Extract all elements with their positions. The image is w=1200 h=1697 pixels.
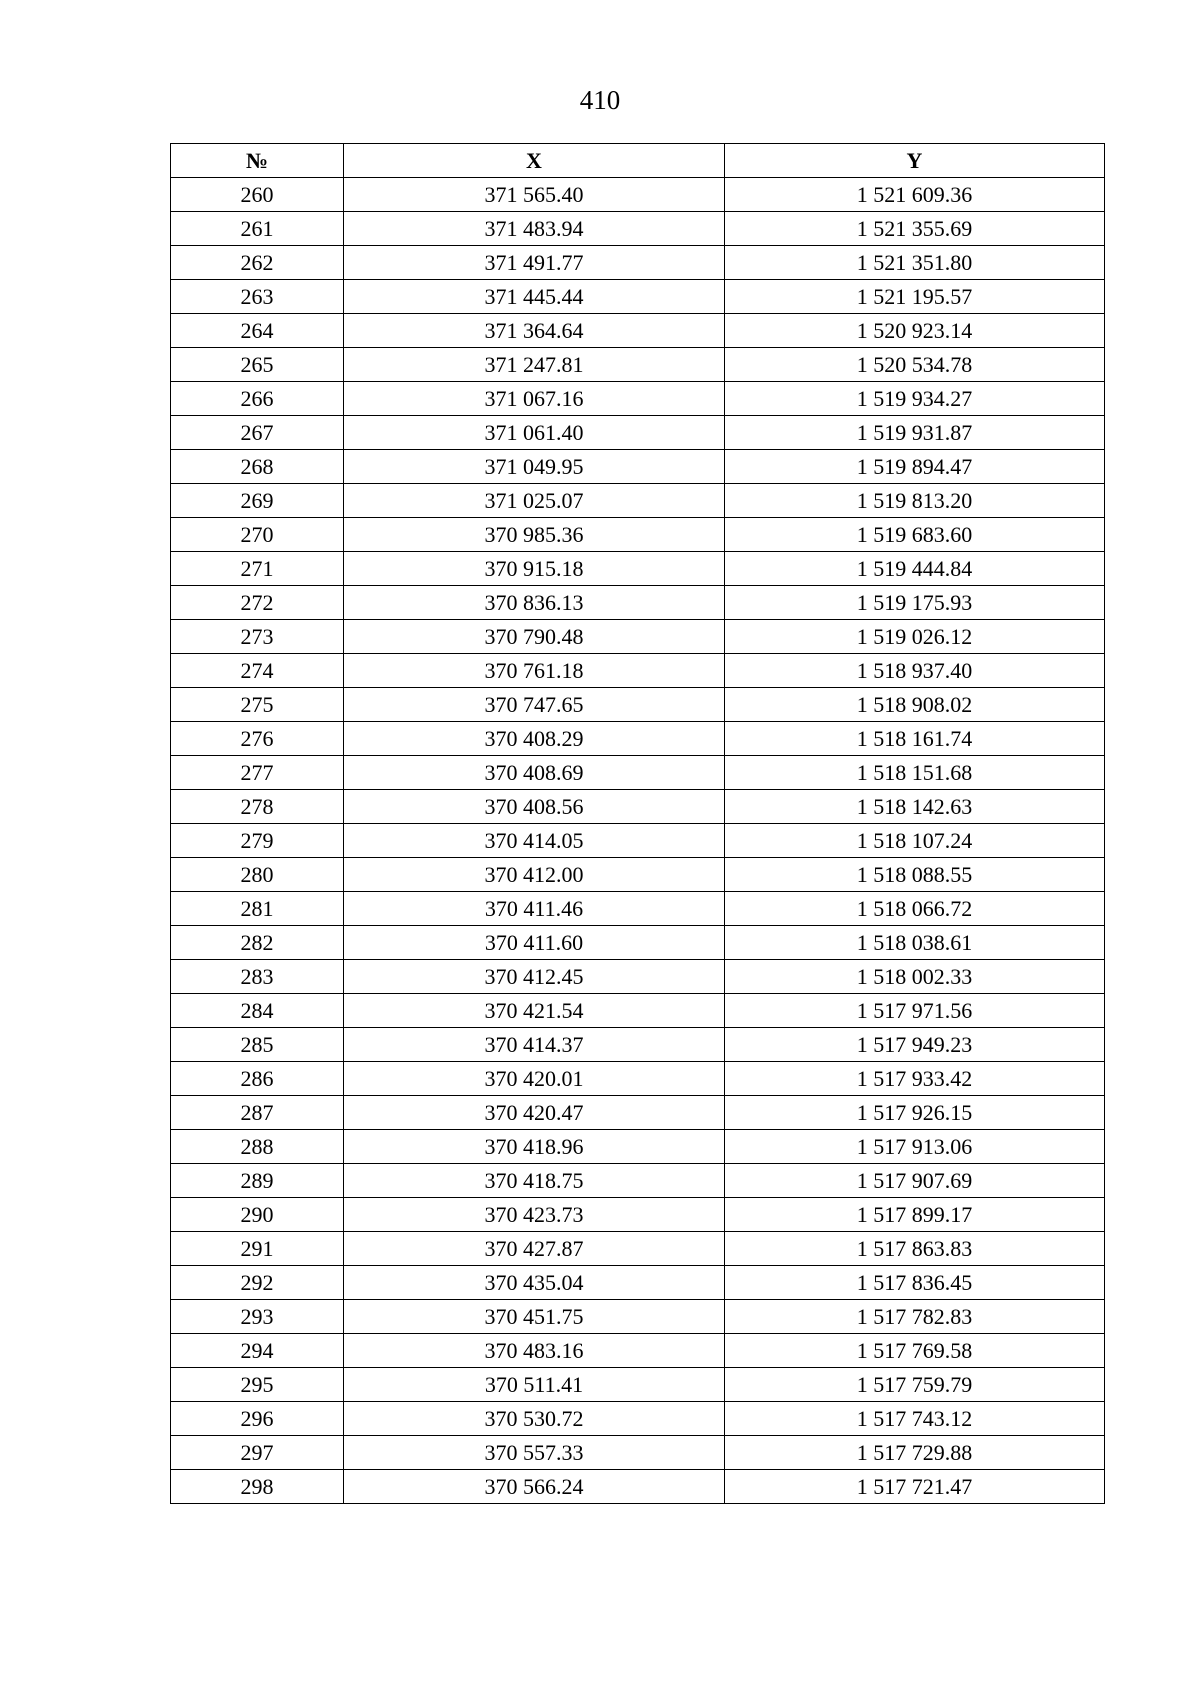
- cell-y-coordinate: 1 519 894.47: [725, 450, 1105, 484]
- table-row: [171, 1198, 1105, 1232]
- cell-point-number: 266: [171, 382, 344, 416]
- table-row: [171, 688, 1105, 722]
- table-row: [171, 1130, 1105, 1164]
- cell-x-coordinate: 370 420.01: [344, 1062, 725, 1096]
- cell-y-coordinate: 1 517 769.58: [725, 1334, 1105, 1368]
- cell-y-coordinate: 1 518 142.63: [725, 790, 1105, 824]
- table-row: [171, 552, 1105, 586]
- cell-x-coordinate: 370 836.13: [344, 586, 725, 620]
- cell-x-coordinate: 370 408.29: [344, 722, 725, 756]
- table-row: [171, 722, 1105, 756]
- cell-point-number: 290: [171, 1198, 344, 1232]
- cell-y-coordinate: 1 517 729.88: [725, 1436, 1105, 1470]
- cell-y-coordinate: 1 517 899.17: [725, 1198, 1105, 1232]
- cell-x-coordinate: 371 491.77: [344, 246, 725, 280]
- table-row: [171, 960, 1105, 994]
- table-row: [171, 178, 1105, 212]
- cell-point-number: 296: [171, 1402, 344, 1436]
- cell-y-coordinate: 1 517 721.47: [725, 1470, 1105, 1504]
- cell-point-number: 293: [171, 1300, 344, 1334]
- table-row: [171, 382, 1105, 416]
- cell-point-number: 298: [171, 1470, 344, 1504]
- cell-x-coordinate: 371 445.44: [344, 280, 725, 314]
- table-row: [171, 926, 1105, 960]
- table-row: [171, 1368, 1105, 1402]
- cell-x-coordinate: 370 411.46: [344, 892, 725, 926]
- cell-point-number: 295: [171, 1368, 344, 1402]
- cell-y-coordinate: 1 517 949.23: [725, 1028, 1105, 1062]
- cell-y-coordinate: 1 517 907.69: [725, 1164, 1105, 1198]
- cell-x-coordinate: 370 427.87: [344, 1232, 725, 1266]
- cell-x-coordinate: 371 067.16: [344, 382, 725, 416]
- cell-y-coordinate: 1 518 038.61: [725, 926, 1105, 960]
- cell-point-number: 287: [171, 1096, 344, 1130]
- cell-point-number: 275: [171, 688, 344, 722]
- table-row: [171, 756, 1105, 790]
- cell-x-coordinate: 370 915.18: [344, 552, 725, 586]
- cell-point-number: 294: [171, 1334, 344, 1368]
- cell-point-number: 289: [171, 1164, 344, 1198]
- cell-y-coordinate: 1 518 161.74: [725, 722, 1105, 756]
- table-row: [171, 348, 1105, 382]
- table-row: [171, 416, 1105, 450]
- table-row: [171, 1232, 1105, 1266]
- table-row: [171, 824, 1105, 858]
- table-row: [171, 212, 1105, 246]
- table-row: [171, 518, 1105, 552]
- cell-x-coordinate: 370 412.00: [344, 858, 725, 892]
- cell-point-number: 281: [171, 892, 344, 926]
- cell-y-coordinate: 1 519 026.12: [725, 620, 1105, 654]
- cell-point-number: 284: [171, 994, 344, 1028]
- cell-x-coordinate: 370 408.69: [344, 756, 725, 790]
- cell-x-coordinate: 370 530.72: [344, 1402, 725, 1436]
- cell-x-coordinate: 370 421.54: [344, 994, 725, 1028]
- table-row: [171, 314, 1105, 348]
- cell-y-coordinate: 1 518 151.68: [725, 756, 1105, 790]
- cell-y-coordinate: 1 517 759.79: [725, 1368, 1105, 1402]
- cell-point-number: 283: [171, 960, 344, 994]
- table-row: [171, 790, 1105, 824]
- cell-point-number: 263: [171, 280, 344, 314]
- cell-y-coordinate: 1 520 534.78: [725, 348, 1105, 382]
- cell-y-coordinate: 1 518 066.72: [725, 892, 1105, 926]
- cell-point-number: 282: [171, 926, 344, 960]
- cell-y-coordinate: 1 521 195.57: [725, 280, 1105, 314]
- table-row: [171, 1266, 1105, 1300]
- cell-y-coordinate: 1 518 937.40: [725, 654, 1105, 688]
- cell-x-coordinate: 370 985.36: [344, 518, 725, 552]
- cell-y-coordinate: 1 517 971.56: [725, 994, 1105, 1028]
- cell-y-coordinate: 1 518 002.33: [725, 960, 1105, 994]
- table-row: [171, 1028, 1105, 1062]
- cell-x-coordinate: 370 790.48: [344, 620, 725, 654]
- table-body: [171, 178, 1105, 1504]
- cell-y-coordinate: 1 517 913.06: [725, 1130, 1105, 1164]
- cell-x-coordinate: 370 511.41: [344, 1368, 725, 1402]
- cell-point-number: 267: [171, 416, 344, 450]
- cell-y-coordinate: 1 517 782.83: [725, 1300, 1105, 1334]
- cell-point-number: 274: [171, 654, 344, 688]
- cell-point-number: 297: [171, 1436, 344, 1470]
- cell-x-coordinate: 371 025.07: [344, 484, 725, 518]
- cell-point-number: 279: [171, 824, 344, 858]
- cell-point-number: 269: [171, 484, 344, 518]
- cell-x-coordinate: 370 761.18: [344, 654, 725, 688]
- cell-point-number: 271: [171, 552, 344, 586]
- cell-x-coordinate: 371 061.40: [344, 416, 725, 450]
- table-header-row: [171, 144, 1105, 178]
- cell-point-number: 268: [171, 450, 344, 484]
- coordinates-table: [170, 143, 1105, 1504]
- table-row: [171, 1436, 1105, 1470]
- cell-x-coordinate: 370 414.05: [344, 824, 725, 858]
- table-row: [171, 1300, 1105, 1334]
- table-row: [171, 1164, 1105, 1198]
- cell-y-coordinate: 1 521 355.69: [725, 212, 1105, 246]
- cell-y-coordinate: 1 521 351.80: [725, 246, 1105, 280]
- table-row: [171, 994, 1105, 1028]
- cell-point-number: 272: [171, 586, 344, 620]
- cell-y-coordinate: 1 519 444.84: [725, 552, 1105, 586]
- cell-y-coordinate: 1 517 926.15: [725, 1096, 1105, 1130]
- cell-x-coordinate: 371 247.81: [344, 348, 725, 382]
- cell-x-coordinate: 370 435.04: [344, 1266, 725, 1300]
- cell-point-number: 288: [171, 1130, 344, 1164]
- cell-y-coordinate: 1 517 933.42: [725, 1062, 1105, 1096]
- cell-x-coordinate: 371 483.94: [344, 212, 725, 246]
- cell-y-coordinate: 1 519 934.27: [725, 382, 1105, 416]
- cell-x-coordinate: 370 557.33: [344, 1436, 725, 1470]
- cell-point-number: 262: [171, 246, 344, 280]
- column-header-number: №: [171, 144, 344, 178]
- cell-point-number: 291: [171, 1232, 344, 1266]
- cell-x-coordinate: 370 566.24: [344, 1470, 725, 1504]
- table-row: [171, 586, 1105, 620]
- cell-x-coordinate: 370 423.73: [344, 1198, 725, 1232]
- table-row: [171, 1096, 1105, 1130]
- cell-point-number: 270: [171, 518, 344, 552]
- cell-y-coordinate: 1 519 813.20: [725, 484, 1105, 518]
- table-row: [171, 1334, 1105, 1368]
- column-header-x: X: [344, 144, 725, 178]
- cell-y-coordinate: 1 519 683.60: [725, 518, 1105, 552]
- cell-x-coordinate: 370 747.65: [344, 688, 725, 722]
- cell-x-coordinate: 371 049.95: [344, 450, 725, 484]
- cell-y-coordinate: 1 518 088.55: [725, 858, 1105, 892]
- table-row: [171, 1470, 1105, 1504]
- cell-x-coordinate: 370 412.45: [344, 960, 725, 994]
- cell-y-coordinate: 1 519 931.87: [725, 416, 1105, 450]
- cell-x-coordinate: 370 414.37: [344, 1028, 725, 1062]
- cell-y-coordinate: 1 520 923.14: [725, 314, 1105, 348]
- cell-y-coordinate: 1 517 863.83: [725, 1232, 1105, 1266]
- cell-point-number: 286: [171, 1062, 344, 1096]
- cell-point-number: 280: [171, 858, 344, 892]
- cell-x-coordinate: 370 418.96: [344, 1130, 725, 1164]
- cell-y-coordinate: 1 519 175.93: [725, 586, 1105, 620]
- cell-point-number: 278: [171, 790, 344, 824]
- table-row: [171, 654, 1105, 688]
- cell-y-coordinate: 1 518 908.02: [725, 688, 1105, 722]
- cell-point-number: 265: [171, 348, 344, 382]
- page-number: 410: [579, 85, 621, 115]
- table-row: [171, 858, 1105, 892]
- cell-x-coordinate: 370 451.75: [344, 1300, 725, 1334]
- table-row: [171, 450, 1105, 484]
- cell-point-number: 264: [171, 314, 344, 348]
- cell-x-coordinate: 370 420.47: [344, 1096, 725, 1130]
- cell-point-number: 260: [171, 178, 344, 212]
- table-row: [171, 1402, 1105, 1436]
- cell-point-number: 276: [171, 722, 344, 756]
- table-row: [171, 246, 1105, 280]
- cell-point-number: 277: [171, 756, 344, 790]
- cell-y-coordinate: 1 518 107.24: [725, 824, 1105, 858]
- table-row: [171, 892, 1105, 926]
- cell-x-coordinate: 371 364.64: [344, 314, 725, 348]
- cell-y-coordinate: 1 517 836.45: [725, 1266, 1105, 1300]
- column-header-y: Y: [725, 144, 1105, 178]
- cell-x-coordinate: 370 483.16: [344, 1334, 725, 1368]
- table-row: [171, 484, 1105, 518]
- table-row: [171, 620, 1105, 654]
- cell-x-coordinate: 370 411.60: [344, 926, 725, 960]
- cell-x-coordinate: 370 408.56: [344, 790, 725, 824]
- cell-point-number: 261: [171, 212, 344, 246]
- cell-point-number: 292: [171, 1266, 344, 1300]
- cell-y-coordinate: 1 521 609.36: [725, 178, 1105, 212]
- cell-x-coordinate: 370 418.75: [344, 1164, 725, 1198]
- cell-point-number: 285: [171, 1028, 344, 1062]
- table-row: [171, 280, 1105, 314]
- table-row: [171, 1062, 1105, 1096]
- cell-point-number: 273: [171, 620, 344, 654]
- cell-y-coordinate: 1 517 743.12: [725, 1402, 1105, 1436]
- cell-x-coordinate: 371 565.40: [344, 178, 725, 212]
